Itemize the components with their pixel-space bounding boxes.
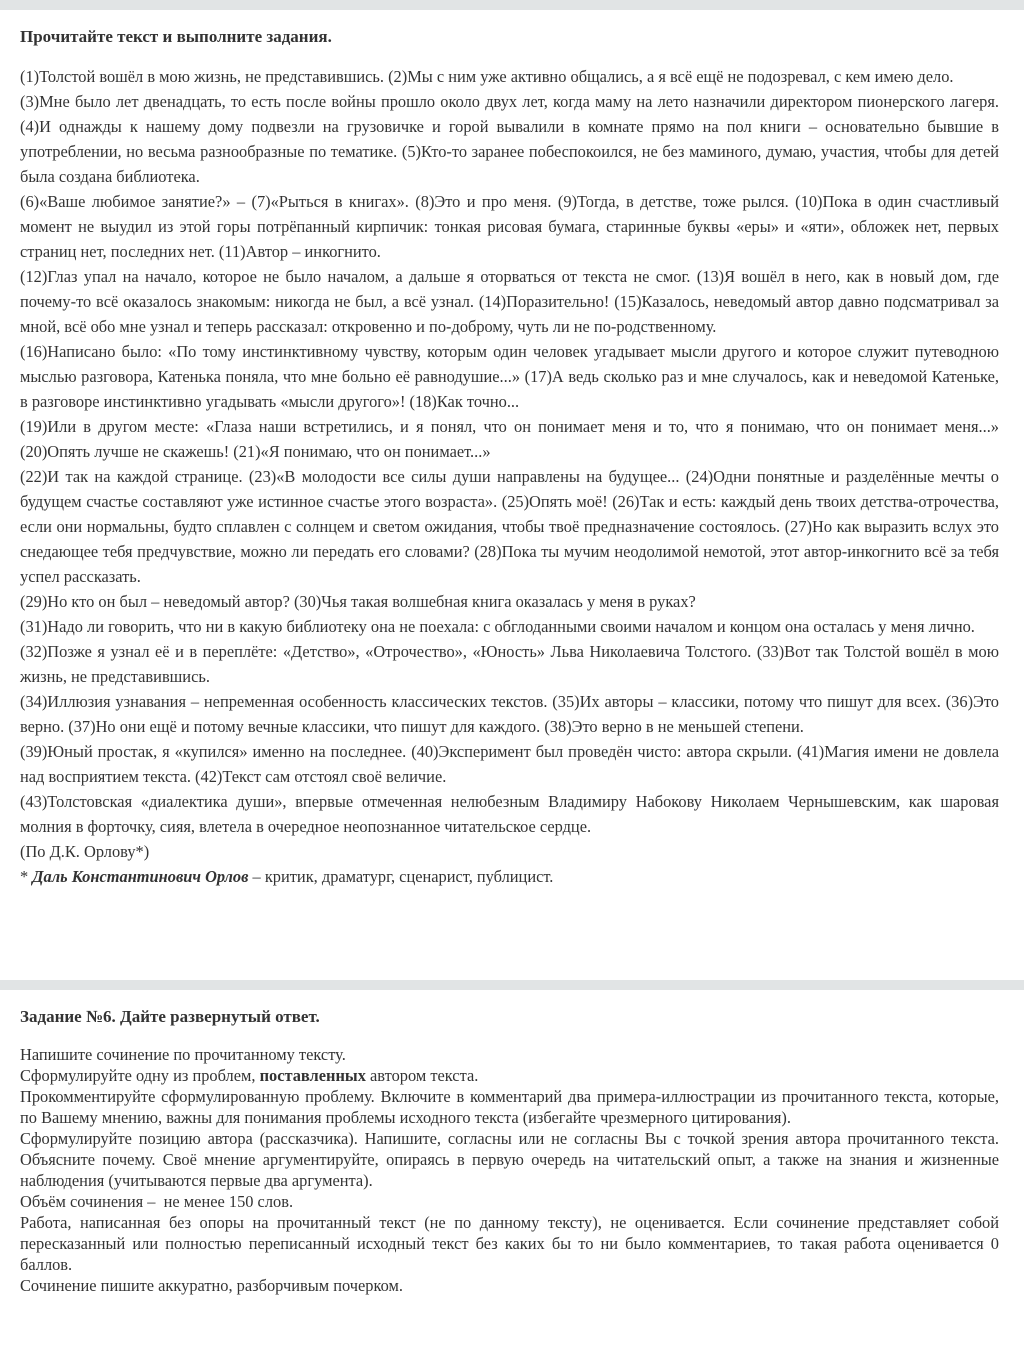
task-line-bold-word: поставленных bbox=[259, 1066, 366, 1085]
text-paragraph: (32)Позже я узнал её и в переплёте: «Детство», «Отрочество», «Юность» Льва Николаевича Толстого. (33)Вот так Толстой вошёл в мою жизнь, не представившись. bbox=[20, 642, 999, 686]
reading-text bbox=[20, 64, 999, 889]
task-line: Сочинение пишите аккуратно, разборчивым почерком. bbox=[20, 1276, 403, 1295]
top-separator-bar bbox=[0, 0, 1024, 10]
task-line: Работа, написанная без опоры на прочитанный текст (не по данному тексту), не оценивается. Если сочинение представляет собой пересказанный или полностью переписанный исходный текст без каких бы то ни было комментариев, то такая работа оценивается 0 баллов. bbox=[20, 1213, 999, 1274]
section-separator-bar bbox=[0, 980, 1024, 990]
text-paragraph: (6)«Ваше любимое занятие?» – (7)«Рыться в книгах». (8)Это и про меня. (9)Тогда, в детстве, тоже рылся. (10)Пока в один счастливый момент не выудил из этой горы потрёпанный кирпичик: тонкая рисовая бумага, старинные буквы «еры» и «яти», обложек нет, первых страниц нет, последних нет. (11)Автор – инкогнито. bbox=[20, 192, 999, 261]
text-paragraph: (43)Толстовская «диалектика души», впервые отмеченная нелюбезным Владимиру Набокову Николаем Чернышевским, как шаровая молния в форточку, сияя, влетела в очередное неопознанное читательское сердце. bbox=[20, 792, 999, 836]
source-attribution: (По Д.К. Орлову*) bbox=[20, 842, 150, 861]
task-line bbox=[20, 1065, 999, 1086]
text-paragraph: (39)Юный простак, я «купился» именно на последнее. (40)Эксперимент был проведён чисто: автора скрыли. (41)Магия имени не довлела над восприятием текста. (42)Текст сам отстоял своё величие. bbox=[20, 742, 999, 786]
text-paragraph: (12)Глаз упал на начало, которое не было началом, а дальше я оторваться от текста не смог. (13)Я вошёл в него, как в новый дом, где почему-то всё оказалось знакомым: никогда не был, а всё узнал. (14)Поразительно! (15)Казалось, неведомый автор давно подсматривал за мной, всё обо мне узнал и теперь рассказал: откровенно и по-доброму, чуть ли не по-родственному. bbox=[20, 267, 999, 336]
task-line: Прокомментируйте сформулированную проблему. Включите в комментарий два примера-иллюстрации из прочитанного текста, которые, по Вашему мнению, важны для понимания проблемы исходного текста (избегайте чрезмерного цитирования). bbox=[20, 1087, 999, 1127]
text-paragraph: (16)Написано было: «По тому инстинктивному чувству, которым один человек угадывает мысли другого и которое служит путеводною мыслью разговора, Катенька поняла, что мне больно её равнодушие...» (17)А ведь сколько раз и мне случалось, как и неведомой Катеньке, в разговоре инстинктивно угадывать «мысли другого»! (18)Как точно... bbox=[20, 342, 999, 411]
text-paragraph: (34)Иллюзия узнавания – непременная особенность классических текстов. (35)Их авторы – классики, потому что пишут для всех. (36)Это верно. (37)Но они ещё и потому вечные классики, что пишут для каждого. (38)Это верно в не меньшей степени. bbox=[20, 692, 999, 736]
task-instructions bbox=[20, 1044, 999, 1296]
footnote-author-name: Даль Константинович Орлов bbox=[32, 867, 249, 886]
footnote-marker: * bbox=[20, 867, 33, 886]
task-section bbox=[20, 1006, 999, 1296]
task-line: Сформулируйте позицию автора (рассказчика). Напишите, согласны или не согласны Вы с точкой зрения автора прочитанного текста. Объясните почему. Своё мнение аргументируйте, опираясь в первую очередь на читательский опыт, а также на знания и жизненные наблюдения (учитываются первые два аргумента). bbox=[20, 1129, 999, 1190]
task-heading: Задание №6. Дайте развернутый ответ. bbox=[20, 1007, 320, 1026]
text-paragraph: (3)Мне было лет двенадцать, то есть после войны прошло около двух лет, когда маму на лето назначили директором пионерского лагеря. (4)И однажды к нашему дому подвезли на грузовичке и горой вывалили в комнате прямо на пол книги – основательно бывшие в употреблении, но весьма разнообразные по тематике. (5)Кто-то заранее побеспокоился, не без маминого, думаю, участия, чтобы для детей была создана библиотека. bbox=[20, 92, 999, 186]
text-paragraph: (19)Или в другом месте: «Глаза наши встретились, и я понял, что он понимает меня и то, что я понимаю, что он понимает меня...» (20)Опять лучше не скажешь! (21)«Я понимаю, что он понимает...» bbox=[20, 417, 999, 461]
footnote bbox=[20, 864, 999, 889]
task-line-text: Сформулируйте одну из проблем, bbox=[20, 1066, 260, 1085]
text-paragraph: (29)Но кто он был – неведомый автор? (30)Чья такая волшебная книга оказалась у меня в руках? bbox=[20, 592, 696, 611]
task-line: Напишите сочинение по прочитанному тексту. bbox=[20, 1045, 346, 1064]
task-line: Объём сочинения – не менее 150 слов. bbox=[20, 1192, 294, 1211]
section-heading: Прочитайте текст и выполните задания. bbox=[20, 27, 332, 46]
footnote-description: – критик, драматург, сценарист, публицист. bbox=[248, 867, 554, 886]
text-paragraph: (31)Надо ли говорить, что ни в какую библиотеку она не поехала: с обглоданными своими началом и концом она осталась у меня лично. bbox=[20, 617, 975, 636]
reading-text-section bbox=[20, 26, 999, 889]
task-line-text: автором текста. bbox=[365, 1066, 479, 1085]
text-paragraph: (1)Толстой вошёл в мою жизнь, не представившись. (2)Мы с ним уже активно общались, а я всё ещё не подозревал, с кем имею дело. bbox=[20, 67, 954, 86]
text-paragraph: (22)И так на каждой странице. (23)«В молодости все силы души направлены на будущее... (24)Одни понятные и разделённые мечты о будущем счастье составляют уже истинное счастье этого возраста». (25)Опять моё! (26)Так и есть: каждый день твоих детства-отрочества, если они нормальны, будто сплавлен с солнцем и светом ожидания, чтобы твоё предназначение состоялось. (27)Но как выразить вслух это снедающее тебя предчувствие, можно ли передать его словами? (28)Пока ты мучим неодолимой немотой, этот автор-инкогнито всё за тебя успел рассказать. bbox=[20, 467, 999, 586]
